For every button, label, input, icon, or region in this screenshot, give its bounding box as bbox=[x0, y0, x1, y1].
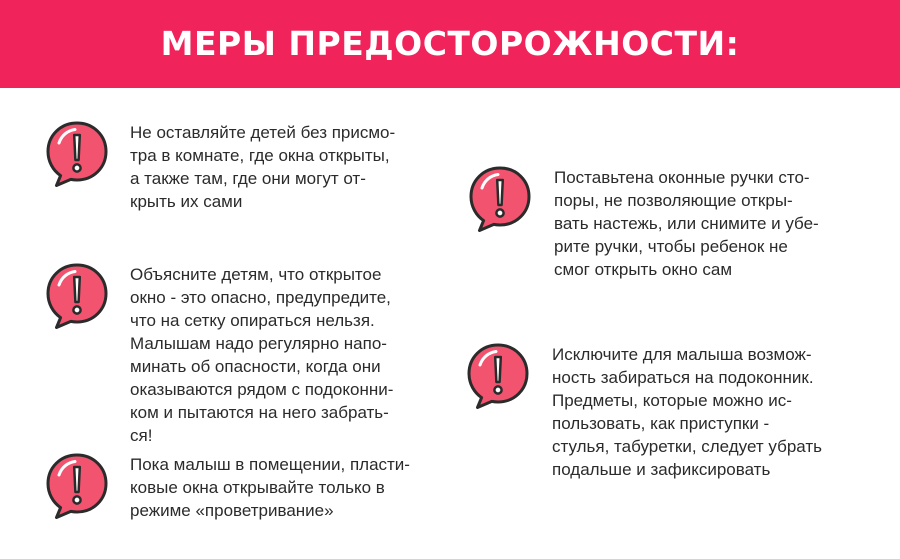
exclamation-speech-bubble-icon bbox=[467, 343, 529, 411]
exclamation-speech-bubble-icon bbox=[46, 453, 108, 521]
precaution-text-4: Поставьтена оконные ручки сто- поры, не позволяющие откры- вать настежь, или снимите и убе- рите ручки, чтобы ребенок не смог открыть окно сам bbox=[554, 168, 819, 279]
exclamation-speech-bubble-icon bbox=[46, 121, 108, 189]
header-banner bbox=[0, 0, 900, 88]
precaution-text-3: Пока малыш в помещении, пласти- ковые окна открывайте только в режиме «проветривание» bbox=[130, 455, 410, 520]
precaution-text-5: Исключите для малыша возмож- ность забираться на подоконник. Предметы, которые можно ис- пользовать, как приступки - стулья, табуретки, следует убрать подальше и зафиксировать bbox=[552, 345, 822, 479]
page-title: МЕРЫ ПРЕДОСТОРОЖНОСТИ: bbox=[160, 23, 740, 63]
exclamation-speech-bubble-icon bbox=[46, 263, 108, 331]
precaution-text-2: Объясните детям, что открытое окно - это опасно, предупредите, что на сетку опираться нельзя. Малышам надо регулярно напо- минать об опасности, когда они оказываются рядом с подоконни- ком и пытаются на него забрать- ся! bbox=[130, 265, 394, 445]
precaution-text-1: Не оставляйте детей без присмо- тра в комнате, где окна открыты, а также там, где они могут от- крыть их сами bbox=[130, 123, 396, 211]
exclamation-speech-bubble-icon bbox=[469, 166, 531, 234]
